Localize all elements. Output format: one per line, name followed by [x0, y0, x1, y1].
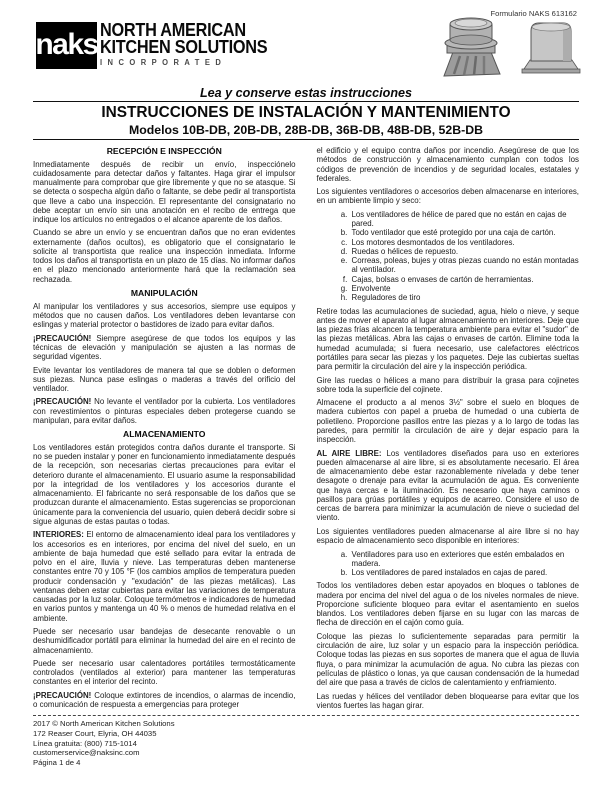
outdoor-label: AL AIRE LIBRE: — [316, 448, 382, 458]
list-item: b. Todo ventilador que esté protegido por una caja de cartón. — [350, 228, 580, 237]
header-rule-bottom — [33, 139, 579, 140]
list-item: h. Reguladores de tiro — [350, 293, 580, 302]
interiors-paragraph — [33, 530, 296, 623]
paragraph: Los siguientes ventiladores o accesorios deben almacenarse en interiores, en un ambiente limpio y seco: — [316, 187, 579, 206]
dashed-separator — [33, 715, 579, 716]
footer-address: 172 Reaser Court, Elyria, OH 44035 — [33, 728, 157, 738]
outdoor-paragraph — [317, 449, 580, 523]
section-heading-recepcion: RECEPCIÓN E INSPECCIÓN — [106, 146, 222, 156]
paragraph: Al manipular los ventiladores y sus accesorios, siempre use equipos y métodos que no causen daños. Los ventiladores deben levantarse con eslingas y material protector o bastidores de izado para evitar daños. — [33, 301, 296, 330]
square-exhaust-fan-photo — [521, 19, 581, 77]
paragraph: Evite levantar los ventiladores de manera tal que se doblen o deformen sus piezas. Nunca pase eslingas o maderas a través del orificio del ventilador. — [33, 365, 296, 393]
list-item: e. Correas, poleas, bujes y otras piezas cuando no están montadas al ventilador. — [350, 256, 580, 275]
list-item: c. Los motores desmontados de los ventiladores. — [350, 238, 580, 247]
paragraph: Los ventiladores están protegidos contra daños durante el transporte. Si no se pueden instalar y poner en funcionamiento inmediatamente después de la recepción, son necesarias ciertas precauciones para evitar el deterioro durante el almacenamiento. El usuario asume la responsabilidad por la integridad de los ventiladores y los accesorios durante el almacenamiento. El fabricante no será responsable de los daños que se produzcan durante el almacenamiento. Estas sugerencias se proporcionan únicamente para la conveniencia del usuario, quien deberá decidir sobre si sigue algunas de estas pautas o todas. — [33, 442, 296, 526]
paragraph: Cuando se abre un envío y se encuentran daños que no eran evidentes externamente (daños ocultos), es obligatorio que el consignatario le solicite al transportista que realice una inspección inmediata. Informe todos los daños al transportista en un plazo de 15 días. No informar daños en el plazo mencionado anteriormente hará que la reclamación sea rechazada. — [33, 228, 296, 284]
caution-label: ¡PRECAUCIÓN! — [33, 690, 92, 700]
product-photos — [436, 14, 581, 80]
logo-incorporated: INCORPORATED — [100, 57, 227, 67]
indoor-storage-list — [317, 210, 580, 303]
paragraph-text: Siempre asegúrese de que todos los equipos y las técnicas de elevación y manipulación se ajusten a las normas de seguridad vigentes. — [33, 333, 296, 362]
round-upblast-fan-photo — [436, 14, 508, 80]
section-heading-almacenamiento: ALMACENAMIENTO — [123, 429, 206, 440]
models-subtitle: Modelos 10B-DB, 20B-DB, 28B-DB, 36B-DB, 48B-DB, 52B-DB — [129, 123, 483, 137]
paragraph-text: Los ventiladores diseñados para uso en exteriores pueden almacenarse al aire libre, si es absolutamente necesario. El área de almacenamiento debe estar razonablemente nivelada y debe tener desagote o drenaje para evitar la acumulación de agua. Es conveniente que haya cercas e la iluminación. Es necesario que haya caminos o pasillos para grúas portátiles y equipos de acarreo. Considere el uso de cercas de barrera para minimizar la acumulación de nieve o suciedad del viento. — [316, 448, 579, 523]
paragraph: Almacene el producto a al menos 3½" sobre el suelo en bloques de madera cubiertos con papel a prueba de humedad o una cubierta de polietileno. Proporcione pasillos entre las piezas y a lo largo de todas las paredes, para permitir la circulación de aire y dejar espacio para la inspección. — [316, 398, 579, 445]
right-column — [317, 146, 580, 714]
logo-wordmark — [100, 19, 268, 67]
list-item: f. Cajas, bolsas o envases de cartón de herramientas. — [350, 275, 580, 284]
paragraph-text: No levante el ventilador por la cubierta. Los ventiladores con revestimientos o pinturas especiales deben protegerse cuando se manipulan, para evitar daños. — [33, 397, 296, 425]
naks-logomark: naks — [36, 22, 97, 69]
logo-name-line1: NORTH AMERICAN — [100, 19, 246, 40]
caution-paragraph — [33, 691, 296, 710]
footer-page-number: Página 1 de 4 — [33, 758, 81, 768]
section-heading-manipulacion: MANIPULACIÓN — [130, 288, 198, 299]
footer-phone: Línea gratuita: (800) 715-1014 — [33, 738, 137, 748]
paragraph: Inmediatamente después de recibir un envío, inspecciónelo cuidadosamente para detectar daños y faltantes. Haga girar el impulsor manualmente para comprobar que gire libremente y que no se atasque. Si se detecta o sospecha algún daño o faltante, se debe pedir al transportista que lleve a cabo una inspección. El representante del consignatario no debe aceptar un envío sin una anotación en el recibo de entrega que indique los artículos no entregados o el alcance aparente de los daños. — [33, 159, 296, 224]
footer-email: customerservice@naksinc.com — [33, 748, 140, 758]
list-item: a. Los ventiladores de hélice de pared que no están en cajas de pared. — [350, 210, 580, 229]
paragraph: Todos los ventiladores deben estar apoyados en bloques o tablones de madera por encima del nivel del agua o de los niveles normales de nieve. Proporcione suficiente bloqueo para evitar el asentamiento en suelos blandos. Los ventiladores deben fijarse en su lugar con las marcas de flecha de dirección en el cajón como guía. — [316, 581, 579, 628]
left-column — [33, 146, 296, 714]
paragraph: Los siguientes ventiladores pueden almacenarse al aire libre si no hay espacio de almacenamiento seco disponible en interiores: — [316, 526, 579, 546]
footer — [33, 719, 579, 768]
paragraph: Retire todas las acumulaciones de suciedad, agua, hielo o nieve, y seque antes de mover el aparato al lugar almacenamiento en interiores. Deje que las piezas frías alcancen la temperatura ambiente para evitar el "sudor" de las piezas metálicas. Abra las cajas o envases de cartón. Elimine toda la humedad acumulada; si fuera necesario, use calefactores eléctricos portátiles para secar las piezas y los paquetes. Deje las cubiertas sueltas para permitir la circulación del aire y la inspección periódica. — [316, 306, 579, 372]
paragraph: Las ruedas y hélices del ventilador deben bloquearse para evitar que los vientos fuertes las hagan girar. — [316, 691, 579, 710]
body-columns — [33, 146, 579, 714]
list-item: d. Ruedas o hélices de repuesto. — [350, 247, 580, 256]
interiors-label: INTERIORES: — [33, 530, 84, 540]
header — [33, 20, 579, 84]
paragraph: Gire las ruedas o hélices a mano para distribuir la grasa para cojinetes sobre toda la superficie del cojinete. — [316, 375, 579, 394]
page-title: INSTRUCCIONES DE INSTALACIÓN Y MANTENIMIENTO — [101, 104, 511, 121]
caution-label: ¡PRECAUCIÓN! — [33, 397, 92, 407]
list-item: g. Envolvente — [350, 284, 580, 293]
caution-label: ¡PRECAUCIÓN! — [33, 333, 92, 343]
list-item: b. Los ventiladores de pared instalados en cajas de pared. — [350, 568, 580, 577]
outdoor-storage-list — [317, 550, 580, 578]
naks-logo — [35, 19, 290, 69]
paragraph: Puede ser necesario usar calentadores portátiles termostáticamente controlados (ventilados al exterior) para mantener las temperaturas constantes en el interior del recinto. — [33, 658, 296, 687]
footer-copyright: 2017 © North American Kitchen Solutions — [33, 719, 175, 729]
list-item: a. Ventiladores para uso en exteriores que estén embalados en madera. — [350, 550, 580, 569]
paragraph-text: El entorno de almacenamiento ideal para los ventiladores y los accesorios es en interiores, por encima del nivel del suelo, en un ambiente de baja humedad que esté sellado para evitar la entrada de polvo en el aire, lluvia y nieve. Las temperaturas deben mantenerse constantes entre 70 y 105 °F (los cambios amplios de temperatura pueden producir condensación y "exudación" de las piezas metálicas). Las ventanas deben estar cubiertas para evitar las variaciones de temperatura causadas por la luz solar. Coloque termómetros e indicadores de humedad en varios puntos y mantenga un 40 % o menos de humedad relativa en el ambiente. — [33, 530, 296, 623]
caution-paragraph — [33, 334, 296, 362]
header-rule-top — [33, 101, 579, 102]
paragraph-text: Coloque extintores de incendios, o alarmas de incendio, o comunicación de respuesta a emergencias para proteger — [33, 690, 296, 710]
logo-name-line2: KITCHEN SOLUTIONS — [100, 35, 268, 57]
paragraph: Puede ser necesario usar bandejas de desecante renovable o un deshumidificador portátil para eliminar la humedad del aire en el recinto de almacenamiento. — [33, 627, 296, 655]
keep-instructions-line: Lea y conserve estas instrucciones — [199, 86, 413, 100]
form-number: Formulario NAKS 613162 — [490, 9, 577, 18]
paragraph: el edificio y el equipo contra daños por incendio. Asegúrese de que los métodos de construcción y almacenamiento cumplan con todos los códigos de prevención de incendios y de seguridad locales, estatales y federales. — [316, 146, 579, 183]
paragraph: Coloque las piezas lo suficientemente separadas para permitir la circulación de aire, luz solar y un espacio para la inspección periódica. Coloque todas las piezas en sus soportes de manera que el agua de lluvia fluya, o para minimizar la acumulación de agua. No cubra las piezas con películas de plástico o lonas, ya que causan condensación de la humedad del aire que pasa a través de ciclos de calentamiento y enfriamiento. — [316, 631, 579, 688]
caution-paragraph — [33, 397, 296, 425]
